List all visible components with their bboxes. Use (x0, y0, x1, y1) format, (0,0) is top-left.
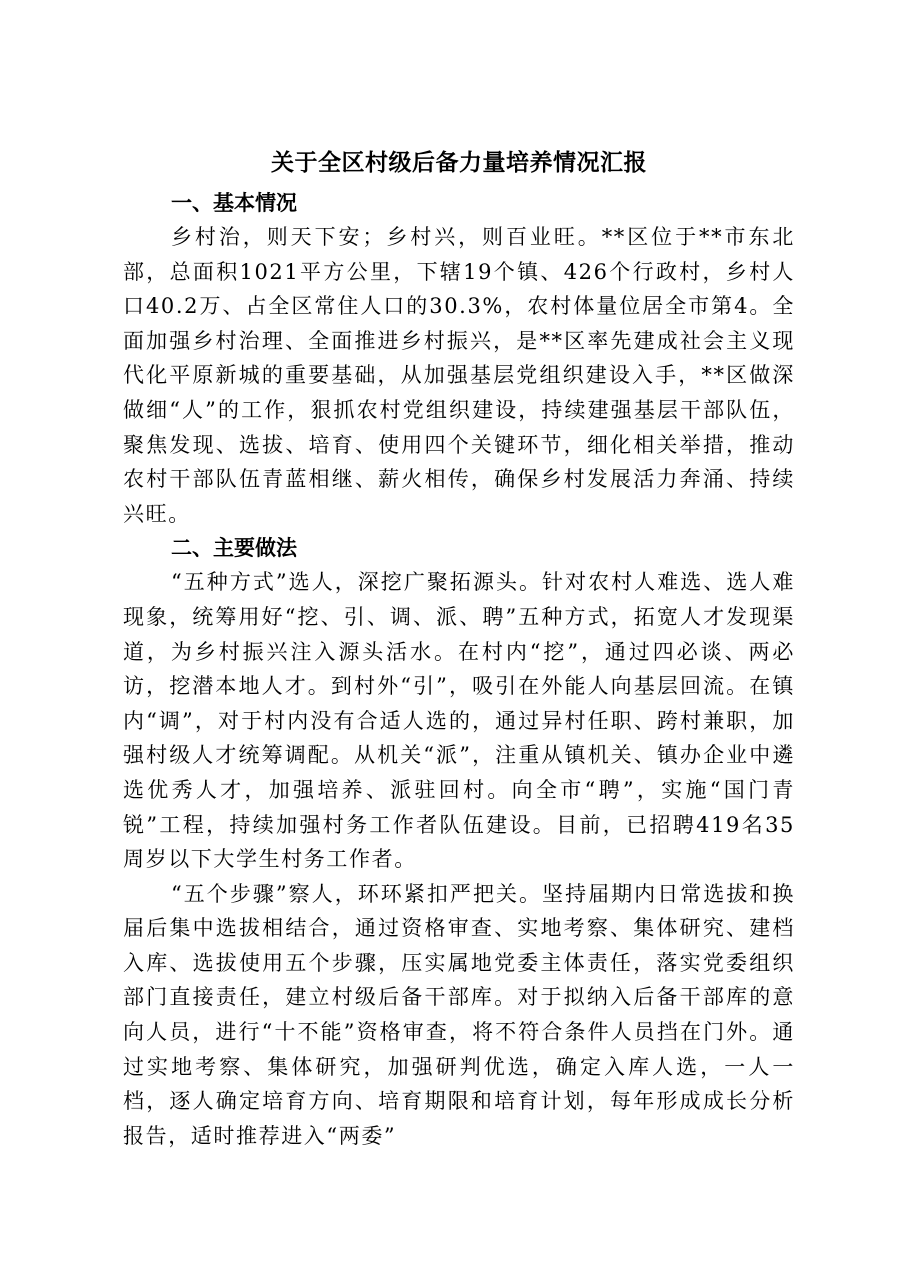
section-heading: 二、主要做法 (171, 536, 297, 561)
section-heading: 一、基本情况 (171, 191, 297, 215)
paragraph: “五种方式”选人，深挖广聚拓源头。针对农村人难选、选人难现象，统筹用好“挖、引、调、派、聘”五种方式，拓宽人才发现渠道，为乡村振兴注入源头活水。在村内“挖”，通过四必谈、两必访，挖潜本地人才。到村外“引”，吸引在外能人向基层回流。在镇内“调”，对于村内没有合适人选的，通过异村任职、跨村兼职，加强村级人才统筹调配。从机关“派”，注重从镇机关、镇办企业中遴选优秀人才，加强培养、派驻回村。向全市“聘”，实施“国门青锐”工程，持续加强村务工作者队伍建设。目前，已招聘419名35周岁以下大学生村务工作者。 (123, 570, 795, 872)
document-title: 关于全区村级后备力量培养情况汇报 (271, 149, 647, 176)
document-page (123, 140, 795, 1153)
paragraph: 乡村治，则天下安；乡村兴，则百业旺。**区位于**市东北部，总面积1021平方公里，下辖19个镇、426个行政村，乡村人口40.2万、占全区常住人口的30.3%，农村体量位居全市第4。全面加强乡村治理、全面推进乡村振兴，是**区率先建成社会主义现代化平原新城的重要基础，从加强基层党组织建设入手，**区做深做细“人”的工作，狠抓农村党组织建设，持续建强基层干部队伍，聚焦发现、选拔、培育、使用四个关键环节，细化相关举措，推动农村干部队伍青蓝相继、薪火相传，确保乡村发展活力奔涌、持续兴旺。 (123, 225, 795, 526)
section-basic-situation (123, 186, 795, 531)
section-main-practices (123, 531, 795, 1153)
paragraph: “五个步骤”察人，环环紧扣严把关。坚持届期内日常选拔和换届后集中选拔相结合，通过资格审查、实地考察、集体研究、建档入库、选拔使用五个步骤，压实属地党委主体责任，落实党委组织部门直接责任，建立村级后备干部库。对于拟纳入后备干部库的意向人员，进行“十不能”资格审查，将不符合条件人员挡在门外。通过实地考察、集体研究，加强研判优选，确定入库人选，一人一档，逐人确定培育方向、培育期限和培育计划，每年形成成长分析报告，适时推荐进入“两委” (123, 881, 795, 1148)
